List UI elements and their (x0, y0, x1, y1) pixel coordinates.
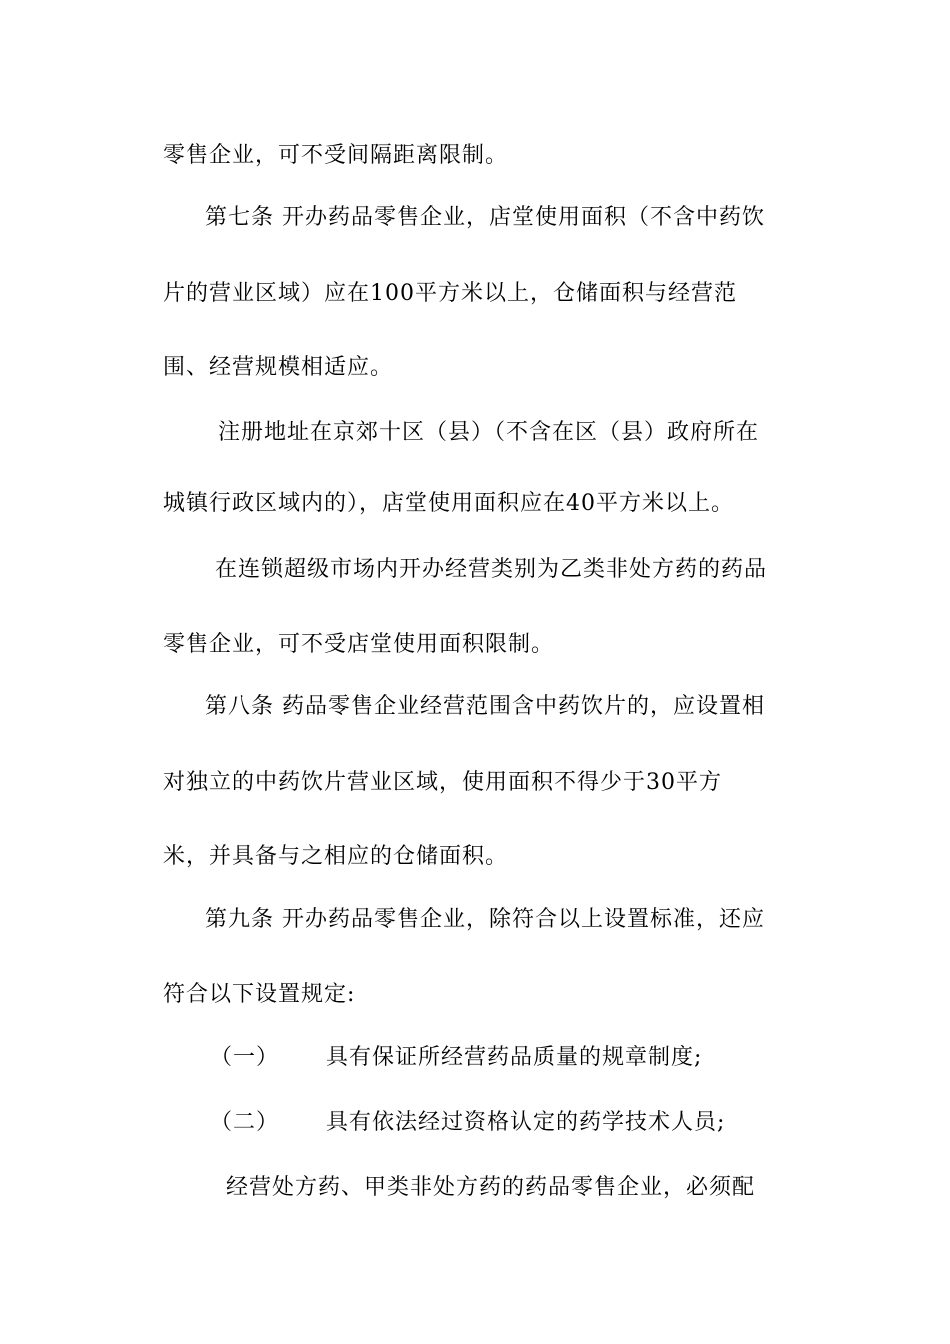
article-7-line-1: 第七条 开办药品零售企业，店堂使用面积（不含中药饮 (205, 205, 765, 230)
text-line: 注册地址在京郊十区（县）（不含在区（县）政府所在 (218, 420, 760, 445)
list-item-number: （二） (210, 1110, 280, 1135)
list-item-number: （一） (210, 1045, 280, 1070)
text-line: 零售企业，可不受间隔距离限制。 (163, 143, 509, 168)
list-item-text: 具有依法经过资格认定的药学技术人员; (326, 1110, 726, 1135)
text-line: 围、经营规模相适应。 (163, 355, 394, 380)
text-line: 对独立的中药饮片营业区域，使用面积不得少于30平方 (163, 770, 722, 795)
list-item-text: 具有保证所经营药品质量的规章制度; (326, 1045, 703, 1070)
text-line: 符合以下设置规定: (163, 982, 356, 1007)
text-line: 片的营业区域）应在100平方米以上，仓储面积与经营范 (163, 281, 737, 306)
article-8-line-1: 第八条 药品零售企业经营范围含中药饮片的，应设置相 (205, 694, 765, 719)
article-9-line-1: 第九条 开办药品零售企业，除符合以上设置标准，还应 (205, 907, 765, 932)
text-line: 米，并具备与之相应的仓储面积。 (163, 844, 509, 869)
text-line: 零售企业，可不受店堂使用面积限制。 (163, 632, 555, 657)
text-line: 城镇行政区域内的），店堂使用面积应在40平方米以上。 (163, 491, 734, 516)
text-line: 在连锁超级市场内开办经营类别为乙类非处方药的药品 (215, 557, 768, 582)
text-line: 经营处方药、甲类非处方药的药品零售企业，必须配 (226, 1175, 756, 1200)
